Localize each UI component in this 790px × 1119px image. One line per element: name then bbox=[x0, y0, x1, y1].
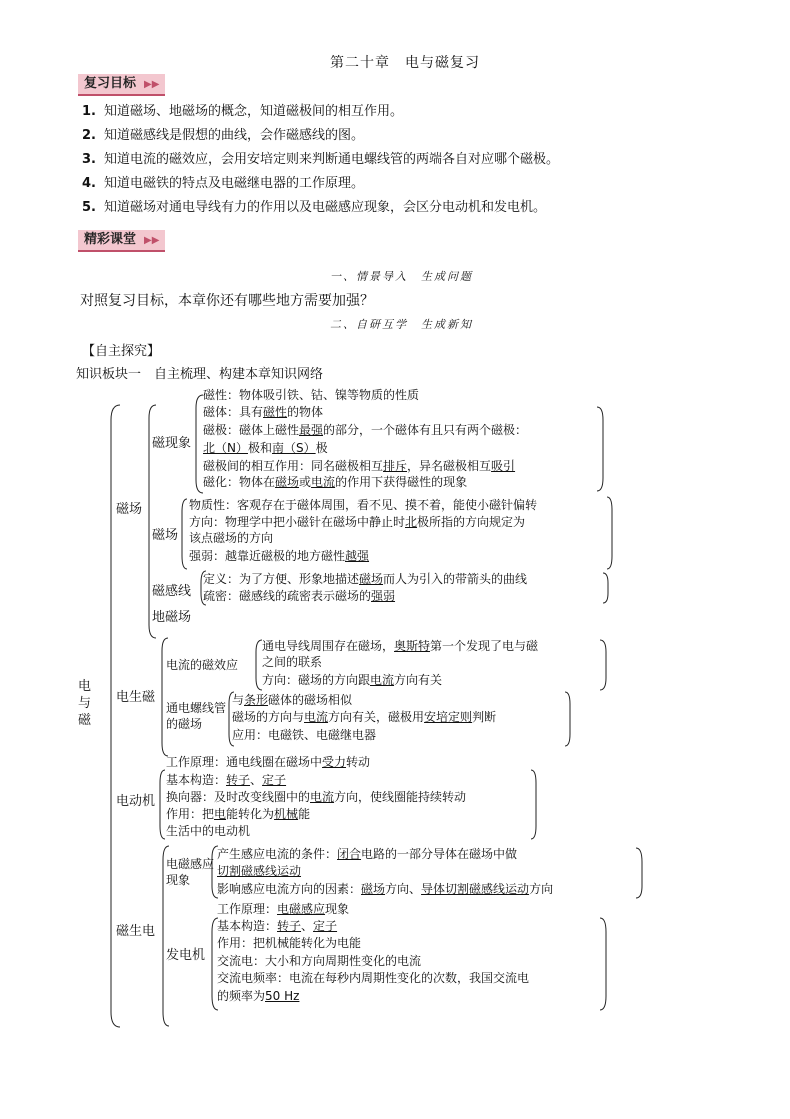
double-arrow-icon: ▶▶ bbox=[144, 79, 160, 90]
explore-heading: 【自主探究】 bbox=[82, 344, 161, 359]
leaf-motor-function: 作用：把电能转化为机械能 bbox=[166, 807, 311, 821]
leaf-solenoid-similar: 与条形磁体的磁场相似 bbox=[232, 693, 353, 707]
goal-item: 5. 知道磁场对通电导线有力的作用以及电磁感应现象，会区分电动机和发电机。 bbox=[82, 200, 546, 215]
motor-bracket bbox=[160, 770, 165, 839]
leaf-induction-condition-2: 切割磁感线运动 bbox=[217, 864, 302, 878]
category-motor: 电动机 bbox=[116, 794, 156, 809]
leaf-direction: 方向：物理学中把小磁针在磁场中静止时北极所指的方向规定为 bbox=[189, 515, 526, 529]
sub-lines: 磁感线 bbox=[152, 584, 192, 599]
leaf-pole-names: 北（N）极和南（S）极 bbox=[203, 441, 328, 455]
leaf-strength: 强弱：越靠近磁极的地方磁性越强 bbox=[189, 549, 370, 563]
page-title: 第二十章 电与磁复习 bbox=[330, 55, 480, 71]
sub-generator: 发电机 bbox=[166, 948, 206, 963]
leaf-pole-interaction: 磁极间的相互作用：同名磁极相互排斥，异名磁极相互吸引 bbox=[203, 459, 516, 473]
sub-field: 磁场 bbox=[152, 528, 179, 543]
leaf-materiality: 物质性：客观存在于磁体周围，看不见、摸不着，能使小磁针偏转 bbox=[189, 498, 538, 512]
phenomenon-bracket bbox=[196, 395, 203, 493]
goal-item: 2. 知道磁感线是假想的曲线，会作磁感线的图。 bbox=[82, 128, 364, 143]
leaf-magnet: 磁体：具有磁性的物体 bbox=[203, 405, 324, 419]
section-heading: 一、情景导入 生成问题 bbox=[330, 270, 473, 283]
sub-current-effect: 电流的磁效应 bbox=[166, 658, 239, 672]
leaf-ac-frequency: 交流电频率：电流在每秒内周期性变化的次数，我国交流电 bbox=[217, 971, 530, 985]
goals-badge-label: 复习目标 bbox=[84, 76, 137, 91]
block-heading: 知识板块一 自主梳理、构建本章知识网络 bbox=[76, 367, 324, 382]
leaf-oersted-2: 之间的联系 bbox=[262, 655, 323, 669]
goal-item: 1. 知道磁场、地磁场的概念，知道磁极间的相互作用。 bbox=[82, 104, 403, 119]
category-m2e: 磁生电 bbox=[116, 924, 156, 939]
leaf-motor-principle: 工作原理：通电线圈在磁场中受力转动 bbox=[166, 755, 371, 769]
leaf-induction-factors: 影响感应电流方向的因素：磁场方向、导体切割磁感线运动方向 bbox=[217, 882, 554, 896]
field-sub-bracket bbox=[182, 499, 187, 569]
leaf-oersted: 通电导线周围存在磁场，奥斯特第一个发现了电与磁 bbox=[262, 639, 539, 653]
double-arrow-icon: ▶▶ bbox=[144, 235, 160, 246]
leaf-pole: 磁极：磁体上磁性最强的部分，一个磁体有且只有两个磁极： bbox=[203, 423, 528, 437]
leaf-alternating-current: 交流电：大小和方向周期性变化的电流 bbox=[217, 954, 422, 968]
leaf-effect-direction: 方向：磁场的方向跟电流方向有关 bbox=[262, 673, 443, 687]
leaf-induction-condition: 产生感应电流的条件：闭合电路的一部分导体在磁场中做 bbox=[217, 847, 518, 861]
sub-phenomenon: 磁现象 bbox=[152, 436, 192, 451]
class-badge-label: 精彩课堂 bbox=[84, 232, 137, 247]
leaf-solenoid-direction: 磁场的方向与电流方向有关，磁极用安培定则判断 bbox=[232, 710, 497, 724]
sub-solenoid: 通电螺线管的磁场 bbox=[166, 701, 227, 731]
leaf-ac-frequency-2: 的频率为50 Hz bbox=[217, 989, 300, 1003]
category-field: 磁场 bbox=[116, 502, 143, 517]
leaf-motor-structure: 基本构造：转子、定子 bbox=[166, 773, 287, 787]
leaf-motor-commutator: 换向器：及时改变线圈中的电流方向，使线圈能持续转动 bbox=[166, 790, 467, 804]
leaf-magnetization: 磁化：物体在磁场或电流的作用下获得磁性的现象 bbox=[203, 475, 468, 489]
leaf-motor-life: 生活中的电动机 bbox=[166, 824, 251, 838]
root-node: 电与磁 bbox=[78, 679, 92, 728]
question-text: 对照复习目标，本章你还有哪些地方需要加强？ bbox=[80, 293, 374, 309]
goal-item: 4. 知道电磁铁的特点及电磁继电器的工作原理。 bbox=[82, 176, 364, 191]
leaf-lines-density: 疏密：磁感线的疏密表示磁场的强弱 bbox=[203, 589, 396, 603]
leaf-generator-structure: 基本构造：转子、定子 bbox=[217, 919, 338, 933]
leaf-solenoid-application: 应用：电磁铁、电磁继电器 bbox=[232, 728, 377, 742]
goal-item: 3. 知道电流的磁效应，会用安培定则来判断通电螺线管的两端各自对应哪个磁极。 bbox=[82, 152, 559, 167]
section-heading: 二、自研互学 生成新知 bbox=[330, 318, 473, 331]
sub-earth-field: 地磁场 bbox=[152, 610, 192, 625]
leaf-generator-function: 作用：把机械能转化为电能 bbox=[217, 936, 362, 950]
category-e2m: 电生磁 bbox=[116, 690, 156, 705]
leaf-magnetism: 磁性：物体吸引铁、钴、镍等物质的性质 bbox=[203, 388, 420, 402]
leaf-direction-2: 该点磁场的方向 bbox=[189, 531, 274, 545]
leaf-generator-principle: 工作原理：电磁感应现象 bbox=[217, 902, 350, 916]
sub-induction: 电磁感应现象 bbox=[166, 857, 215, 887]
leaf-lines-definition: 定义：为了方便、形象地描述磁场而人为引入的带箭头的曲线 bbox=[203, 572, 528, 586]
